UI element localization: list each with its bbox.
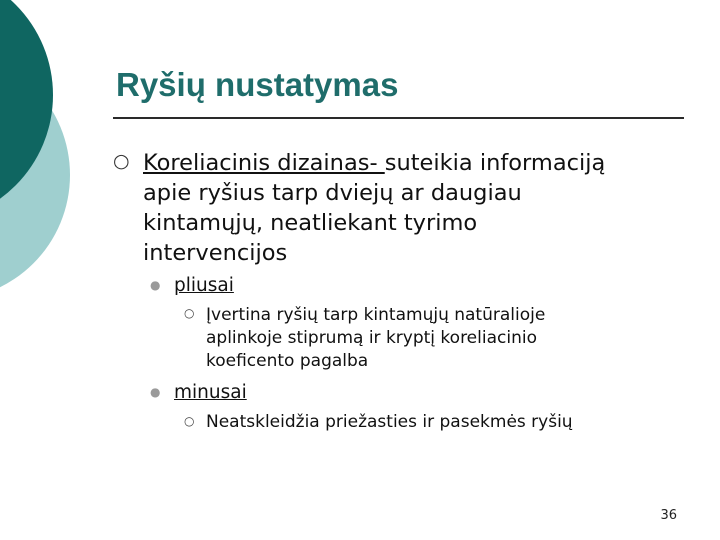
main-point-term: Koreliacinis dizainas- [143, 150, 385, 176]
hollow-circle-bullet-icon: ○ [184, 414, 195, 428]
page-number: 36 [660, 508, 677, 523]
pros-item-line-1: Įvertina ryšių tarp kintamųjų natūralioje [206, 305, 546, 325]
hollow-circle-bullet-icon: ○ [184, 306, 195, 320]
cons-label: minusai [174, 382, 247, 403]
main-point-text: suteikia informaciją [384, 150, 606, 176]
cons-item-line-1: Neatskleidžia priežasties ir pasekmės ryšių [206, 412, 573, 432]
main-point-line-4: intervencijos [143, 240, 288, 266]
main-point-line-1 [143, 148, 605, 178]
pros-label: pliusai [174, 275, 234, 296]
main-point-line-3: kintamųjų, neatliekant tyrimo [143, 210, 478, 236]
decorative-corner-circles [0, 0, 80, 290]
slide-title: Ryšių nustatymas [116, 66, 399, 103]
main-point-line-2: apie ryšius tarp dviejų ar daugiau [143, 180, 522, 206]
pros-item-line-3: koeficento pagalba [206, 351, 369, 371]
hollow-circle-bullet-icon: ○ [113, 150, 130, 172]
pros-item-line-2: aplinkoje stiprumą ir kryptį koreliacinio [206, 328, 537, 348]
filled-circle-bullet-icon: ● [150, 278, 161, 292]
title-underline-rule [113, 117, 684, 119]
filled-circle-bullet-icon: ● [150, 385, 161, 399]
